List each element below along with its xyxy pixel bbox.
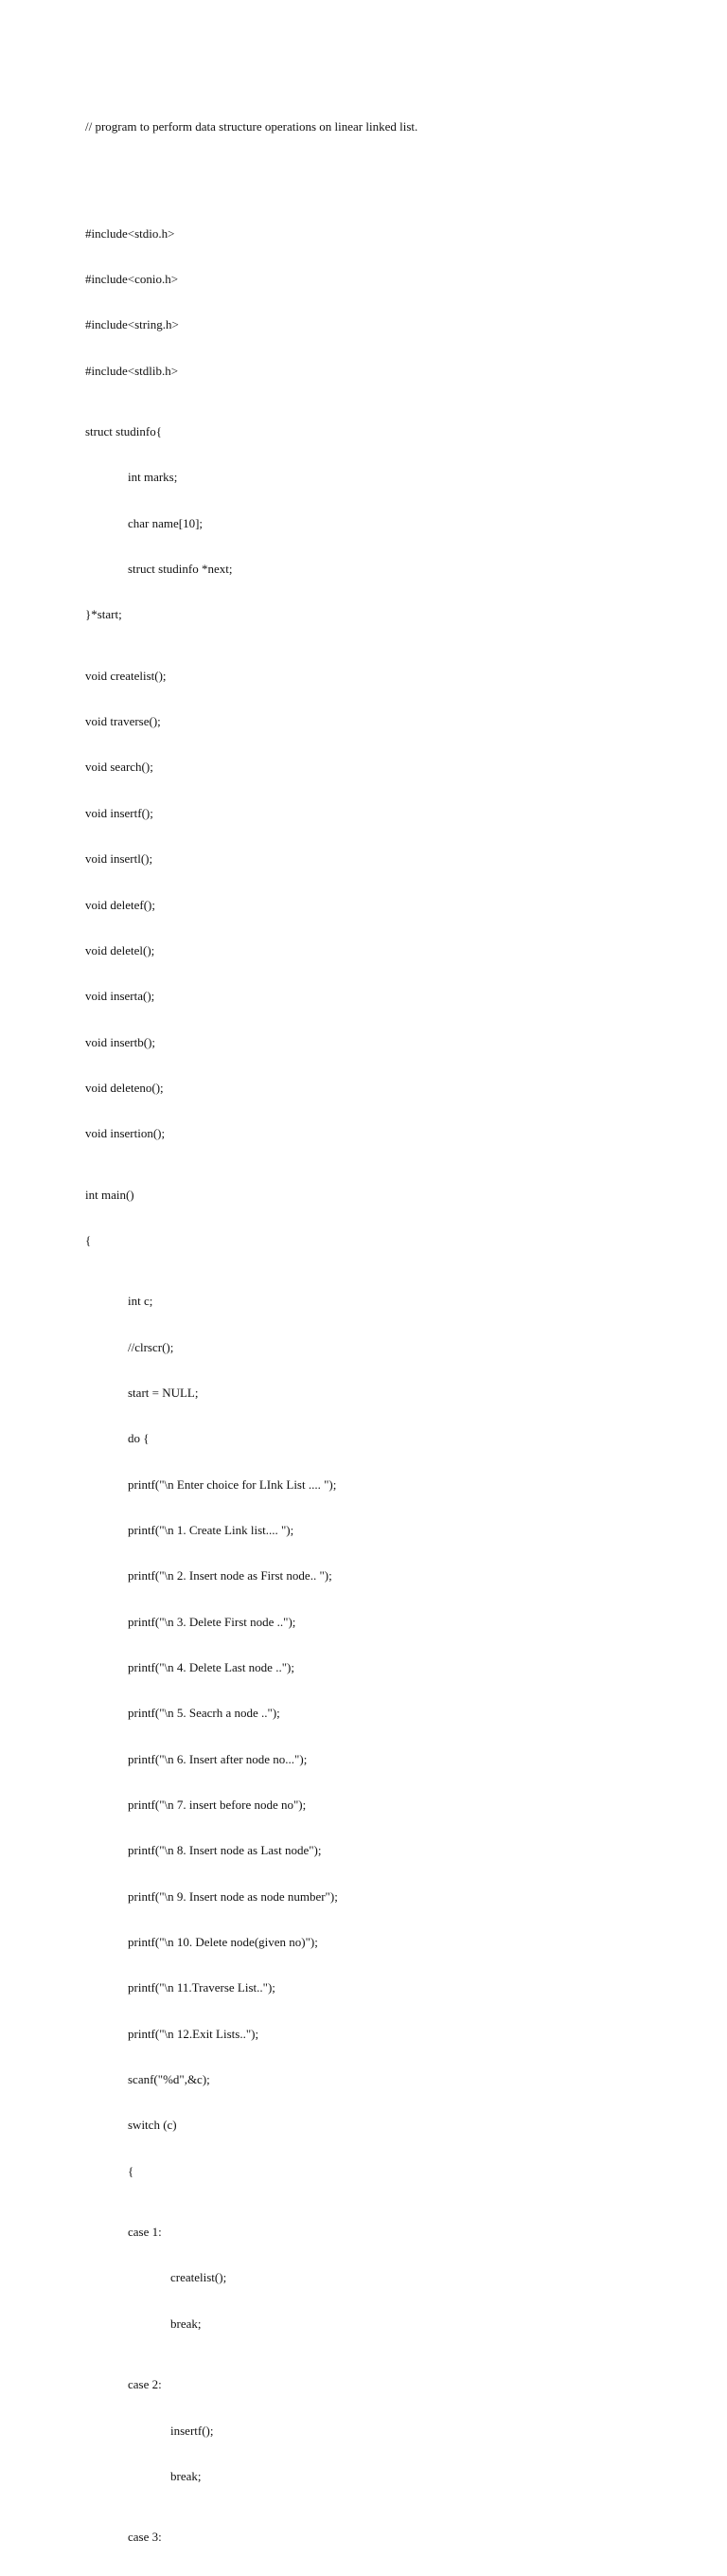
prototype-line: void insertion(); (85, 1126, 166, 1141)
main-body-line: start = NULL; (128, 1385, 199, 1400)
main-body-line: int c; (128, 1294, 153, 1309)
struct-field-line: char name[10]; (128, 515, 204, 530)
main-open-brace: { (85, 1232, 92, 1247)
struct-close-line: }*start; (85, 607, 122, 622)
printf-line: printf("\n 12.Exit Lists.."); (128, 2026, 259, 2041)
scanf-line: scanf("%d",&c); (128, 2072, 210, 2087)
printf-line: printf("\n 3. Delete First node .."); (128, 1614, 296, 1629)
case-label: case 1: (128, 2225, 162, 2240)
blank-line (85, 165, 417, 180)
code-comment: // program to perform data structure operations on linear linked list. (85, 119, 418, 134)
case-statement: break; (170, 2468, 202, 2483)
case-statement: break; (170, 2316, 202, 2331)
prototype-line: void insertl(); (85, 851, 153, 867)
prototype-line: void inserta(); (85, 989, 155, 1004)
printf-line: printf("\n Enter choice for LInk List .... "); (128, 1476, 337, 1492)
prototype-line: void deleteno(); (85, 1080, 164, 1095)
printf-line: printf("\n 9. Insert node as node number"); (128, 1888, 338, 1904)
case-statement: createlist(); (170, 2270, 227, 2285)
prototype-line: void search(); (85, 760, 153, 775)
printf-line: printf("\n 11.Traverse List.."); (128, 1980, 275, 1995)
printf-line: printf("\n 10. Delete node(given no)"); (128, 1935, 318, 1950)
struct-field-line: int marks; (128, 470, 178, 485)
main-body-line: do { (128, 1431, 150, 1446)
struct-field-line: struct studinfo *next; (128, 562, 233, 577)
prototype-line: void insertf(); (85, 805, 153, 820)
code-listing (85, 89, 417, 2576)
case-statement: insertf(); (170, 2423, 214, 2438)
prototype-line: void deletef(); (85, 897, 155, 912)
printf-line: printf("\n 4. Delete Last node .."); (128, 1660, 294, 1674)
prototype-line: void deletel(); (85, 942, 155, 957)
switch-line: switch (c) (128, 2118, 177, 2133)
printf-line: printf("\n 1. Create Link list.... "); (128, 1522, 294, 1537)
printf-line: printf("\n 8. Insert node as Last node"); (128, 1843, 322, 1858)
case-label: case 2: (128, 2377, 162, 2392)
main-header-line: int main() (85, 1187, 134, 1202)
printf-line: printf("\n 2. Insert node as First node.. "); (128, 1568, 332, 1583)
prototype-line: void createlist(); (85, 668, 167, 683)
printf-line: printf("\n 7. insert before node no"); (128, 1798, 307, 1813)
include-line: #include<string.h> (85, 317, 179, 332)
printf-line: printf("\n 6. Insert after node no..."); (128, 1751, 308, 1766)
main-body-line: //clrscr(); (128, 1339, 174, 1354)
printf-line: printf("\n 5. Seacrh a node .."); (128, 1706, 280, 1721)
struct-open-line: struct studinfo{ (85, 424, 162, 439)
include-line: #include<stdlib.h> (85, 363, 179, 378)
case-label: case 3: (128, 2530, 162, 2545)
include-line: #include<stdio.h> (85, 225, 175, 241)
prototype-line: void traverse(); (85, 714, 161, 729)
switch-open-brace: { (128, 2163, 134, 2178)
prototype-line: void insertb(); (85, 1034, 156, 1049)
include-line: #include<conio.h> (85, 272, 179, 287)
